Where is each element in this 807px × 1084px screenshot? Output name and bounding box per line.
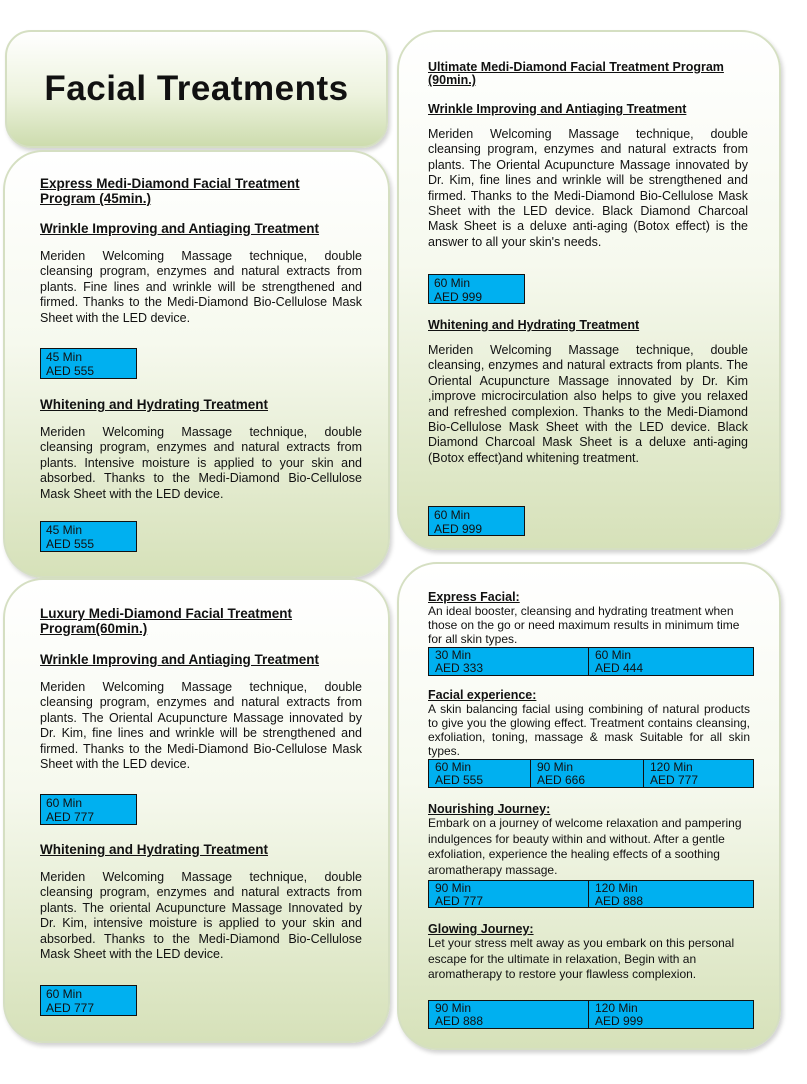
ultimate-whitening-heading: Whitening and Hydrating Treatment — [428, 318, 640, 332]
luxury-program-title-line1: Luxury Medi-Diamond Facial Treatment — [40, 606, 293, 621]
price-duration: 120 Min — [595, 1001, 638, 1015]
ultimate-wrinkle-price — [428, 274, 525, 304]
express-program-title-line1: Express Medi-Diamond Facial Treatment — [40, 176, 300, 191]
price-duration: 90 Min — [435, 881, 472, 895]
facial-experience-desc: A skin balancing facial using combining of natural products to give you the glowing effect. Treatment contains cleansing, exfoliation, toning, massage & mask Suitable for all skin types. — [428, 702, 750, 758]
title-panel — [5, 30, 388, 148]
price-duration: 60 Min — [434, 276, 471, 290]
price-duration: 90 Min — [435, 1001, 472, 1015]
price-duration: 45 Min — [46, 350, 83, 364]
price-amount: AED 555 — [46, 364, 95, 378]
luxury-whitening-desc: Meriden Welcoming Massage technique, double cleansing program, enzymes and natural extracts from plants. The oriental Acupuncture Massage Innovated by Dr. Kim, intensive moisture is applied to your skin and absorbed. Thanks to the Medi-Diamond Bio-Cellulose Mask Sheet with the LED device. — [40, 870, 362, 962]
price-option — [589, 881, 753, 907]
price-amount: AED 777 — [46, 1001, 95, 1015]
price-option — [589, 1001, 753, 1028]
luxury-wrinkle-price — [40, 794, 137, 825]
price-amount: AED 444 — [595, 661, 644, 675]
express-program-title — [40, 176, 362, 206]
price-amount: AED 333 — [435, 661, 484, 675]
express-whitening-content — [40, 397, 362, 502]
price-option — [429, 760, 531, 787]
price-duration: 45 Min — [46, 523, 83, 537]
price-option — [589, 648, 753, 675]
nourishing-journey-prices — [428, 880, 754, 908]
express-whitening-price — [40, 521, 137, 552]
page-title: Facial Treatments — [44, 69, 349, 108]
express-program-title-line2: Program (45min.) — [40, 191, 152, 206]
price-duration: 60 Min — [595, 648, 632, 662]
price-amount: AED 555 — [46, 537, 95, 551]
luxury-whitening-content — [40, 842, 362, 962]
facial-experience-content — [428, 688, 750, 758]
ultimate-whitening-content — [428, 317, 748, 466]
price-amount: AED 777 — [435, 894, 484, 908]
price-option — [429, 1001, 589, 1028]
price-duration: 120 Min — [650, 760, 693, 774]
ultimate-wrinkle-heading: Wrinkle Improving and Antiaging Treatment — [428, 102, 687, 116]
price-duration: 60 Min — [434, 508, 471, 522]
nourishing-journey-desc: Embark on a journey of welcome relaxation and pampering indulgences for beauty within and without. After a gentle exfoliation, experience the healing effects of a soothing aromatherapy massage. — [428, 816, 742, 877]
price-option — [429, 881, 589, 907]
express-whitening-desc: Meriden Welcoming Massage technique, double cleansing program, enzymes and natural extracts from plants. Intensive moisture is applied to your skin and absorbed. Thanks to the Medi-Diamond Bio-Cellulose Mask Sheet with the LED device. — [40, 425, 362, 501]
express-wrinkle-price — [40, 348, 137, 379]
price-amount: AED 999 — [434, 522, 483, 536]
luxury-whitening-price — [40, 985, 137, 1016]
price-amount: AED 666 — [537, 773, 586, 787]
glowing-journey-desc: Let your stress melt away as you embark on this personal escape for the ultimate in relaxation, Begin with an aromatherapy to restore your flawless complexion. — [428, 936, 735, 981]
express-facial-heading: Express Facial: — [428, 590, 520, 604]
luxury-program-content — [40, 606, 362, 772]
price-option — [531, 760, 644, 787]
express-program-content — [40, 176, 362, 326]
price-duration: 60 Min — [46, 796, 83, 810]
price-amount: AED 777 — [46, 810, 95, 824]
ultimate-program-title-line2: (90min.) — [428, 73, 476, 87]
price-option — [644, 760, 753, 787]
luxury-program-title — [40, 606, 362, 636]
facial-experience-heading: Facial experience: — [428, 688, 537, 702]
ultimate-whitening-price — [428, 506, 525, 536]
price-amount: AED 999 — [595, 1014, 644, 1028]
luxury-wrinkle-desc: Meriden Welcoming Massage technique, double cleansing program, enzymes and natural extracts from plants. The Oriental Acupuncture Massage innovated by Dr. Kim, fine lines and wrinkle will be strengthened and firmed. Thanks to the Medi-Diamond Bio-Cellulose Mask Sheet with the LED device. — [40, 680, 362, 772]
price-amount: AED 777 — [650, 773, 699, 787]
glowing-journey-content — [428, 922, 750, 983]
express-whitening-heading: Whitening and Hydrating Treatment — [40, 397, 269, 412]
price-amount: AED 888 — [595, 894, 644, 908]
price-amount: AED 999 — [434, 290, 483, 304]
luxury-wrinkle-heading: Wrinkle Improving and Antiaging Treatment — [40, 652, 320, 667]
express-wrinkle-desc: Meriden Welcoming Massage technique, double cleansing program, enzymes and natural extracts from plants. Fine lines and wrinkle will be strengthened and firmed. Thanks to the Medi-Diamond Bio-Cellulose Mask Sheet with the LED device. — [40, 249, 362, 325]
ultimate-program-title — [428, 61, 748, 87]
price-duration: 90 Min — [537, 760, 574, 774]
price-option — [429, 648, 589, 675]
glowing-journey-prices — [428, 1000, 754, 1029]
luxury-program-title-line2: Program(60min.) — [40, 621, 148, 636]
nourishing-journey-heading: Nourishing Journey: — [428, 802, 551, 816]
express-facial-content — [428, 590, 750, 646]
ultimate-wrinkle-desc: Meriden Welcoming Massage technique, double cleansing program, enzymes and natural extracts from plants. The Oriental Acupuncture Massage innovated by Dr. Kim, fine lines and wrinkle will be strengthened and firmed. Thanks to the Medi-Diamond Bio-Cellulose Mask Sheet with the LED device. Black Diamond Charcoal Mask Sheet is a deluxe anti-aging (Botox effect) is the answer to all your skin's needs. — [428, 127, 748, 249]
price-duration: 30 Min — [435, 648, 472, 662]
price-duration: 60 Min — [435, 760, 472, 774]
express-facial-prices — [428, 647, 754, 676]
nourishing-journey-content — [428, 802, 750, 878]
glowing-journey-heading: Glowing Journey: — [428, 922, 534, 936]
ultimate-program-title-line1: Ultimate Medi-Diamond Facial Treatment Program — [428, 60, 724, 74]
facial-experience-prices — [428, 759, 754, 788]
luxury-whitening-heading: Whitening and Hydrating Treatment — [40, 842, 269, 857]
ultimate-whitening-desc: Meriden Welcoming Massage technique, double cleansing, enzymes and natural extracts from plants. The Oriental Acupuncture Massage innovated by Dr. Kim ,improve microcirculation also helps to give you relaxed and refreshed complexion. Thanks to the Medi-Diamond Bio-Cellulose Mask Sheet with the LED device. Black Diamond Charcoal Mask Sheet is a deluxe anti-aging (Botox effect)and whitening treatment. — [428, 343, 748, 465]
ultimate-program-content — [428, 61, 748, 250]
price-amount: AED 888 — [435, 1014, 484, 1028]
price-amount: AED 555 — [435, 773, 484, 787]
express-wrinkle-heading: Wrinkle Improving and Antiaging Treatment — [40, 221, 320, 236]
price-duration: 60 Min — [46, 987, 83, 1001]
price-duration: 120 Min — [595, 881, 638, 895]
express-facial-desc: An ideal booster, cleansing and hydrating treatment when those on the go or need maximum results in minimum time for all skin types. — [428, 604, 740, 646]
